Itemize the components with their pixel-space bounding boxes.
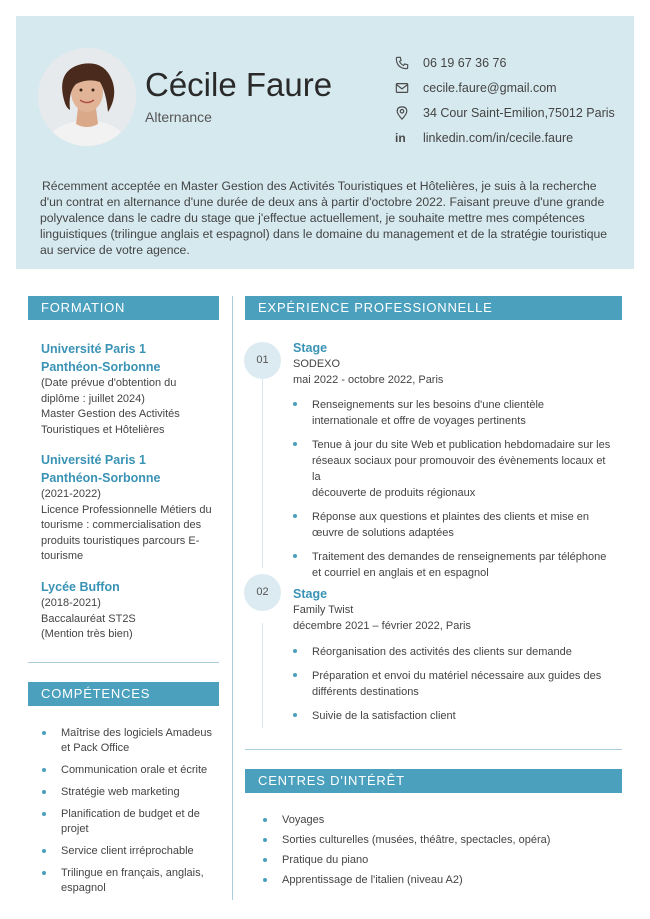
list-item: Suivie de la satisfaction client — [312, 708, 617, 724]
linkedin-icon: in — [395, 130, 406, 145]
list-item: Traitement des demandes de renseignements par téléphone et courriel en anglais et en espagnol — [312, 549, 617, 581]
list-item: Communication orale et écrite — [61, 763, 221, 778]
job-tasks-list — [312, 397, 617, 581]
formation-detail: Touristiques et Hôtelières — [41, 423, 165, 436]
job-tasks-list — [312, 644, 617, 724]
job-number-badge: 01 — [244, 342, 281, 379]
profile-summary: Récemment acceptée en Master Gestion des Activités Touristiques et Hôtelières, je suis à la recherche d'un contrat en alternance d'une durée de deux ans à partir d'octobre 2022. Faisant preuve d'une grande polyvalence dans le cadre du stage que j'effectue actuellement, je souhaite mettre mes compétences linguistiques (trilingue anglais et espagnol) dans le domaine du management et de la stratégie touristique au service de votre agence. — [40, 179, 608, 257]
job-number-badge: 02 — [244, 574, 281, 611]
list-item: Préparation et envoi du matériel nécessaire aux guides des différents destinations — [312, 668, 617, 700]
job-title: Stage — [293, 341, 328, 355]
header-panel — [16, 16, 634, 269]
list-item: Pratique du piano — [282, 853, 612, 868]
postal-address: 34 Cour Saint-Emilion,75012 Paris — [423, 105, 615, 120]
list-item: Apprentissage de l'italien (niveau A2) — [282, 873, 612, 888]
formation-detail: (2018-2021) — [41, 597, 101, 609]
job-company: Family Twist — [293, 604, 354, 616]
profile-photo — [38, 48, 136, 146]
list-item: Tenue à jour du site Web et publication hebdomadaire sur les réseaux sociaux pour promouvoir des évènements locaux et la découverte de produits régionaux — [312, 437, 617, 501]
formation-detail: (Mention très bien) — [41, 628, 133, 640]
formation-detail: tourisme : commercialisation des — [41, 519, 202, 531]
formation-detail: diplôme : juillet 2024) — [41, 392, 145, 405]
contact-address — [395, 100, 615, 125]
contact-phone — [395, 50, 615, 75]
school-name: Lycée Buffon — [41, 580, 120, 594]
formation-heading: FORMATION — [28, 296, 219, 320]
list-item: Réorganisation des activités des clients sur demande — [312, 644, 617, 660]
job-entry — [293, 586, 613, 634]
formation-detail: Baccalauréat ST2S — [41, 612, 136, 625]
formation-detail: Licence Professionnelle Métiers du — [41, 503, 212, 516]
linkedin-url[interactable]: linkedin.com/in/cecile.faure — [423, 130, 574, 145]
column-divider — [232, 296, 233, 900]
interests-heading: CENTRES D'INTÉRÊT — [245, 769, 622, 793]
contact-block — [395, 50, 615, 150]
mail-icon — [395, 81, 409, 95]
school-name: Université Paris 1 — [41, 342, 146, 356]
competences-heading: COMPÉTENCES — [28, 682, 219, 706]
interests-list — [282, 813, 612, 888]
job-period: mai 2022 - octobre 2022, Paris — [293, 374, 444, 386]
formation-detail: (2021-2022) — [41, 488, 101, 500]
list-item: Sorties culturelles (musées, théâtre, spectacles, opéra) — [282, 833, 612, 848]
list-item: Planification de budget et de projet — [61, 807, 221, 837]
formation-detail: (Date prévue d'obtention du — [41, 377, 177, 389]
list-item: Voyages — [282, 813, 612, 828]
phone-number[interactable]: 06 19 67 36 76 — [423, 55, 507, 70]
list-item: Réponse aux questions et plaintes des clients et mise en œuvre de solutions adaptées — [312, 509, 617, 541]
formation-detail: tourisme — [41, 550, 84, 562]
job-period: décembre 2021 – février 2022, Paris — [293, 620, 471, 632]
location-pin-icon — [395, 106, 409, 120]
list-item: Stratégie web marketing — [61, 785, 221, 800]
school-name: Panthéon-Sorbonne — [41, 471, 161, 485]
timeline-line — [262, 623, 263, 728]
list-item: Service client irréprochable — [61, 844, 221, 859]
formation-item — [41, 340, 221, 438]
phone-icon — [395, 56, 409, 70]
candidate-role: Alternance — [145, 109, 212, 125]
list-item: Maîtrise des logiciels Amadeus et Pack Office — [61, 726, 221, 756]
formation-detail: produits touristiques parcours E- — [41, 534, 200, 547]
section-divider — [28, 662, 219, 663]
section-divider — [245, 749, 622, 750]
formation-detail: Master Gestion des Activités — [41, 408, 180, 420]
contact-email — [395, 75, 615, 100]
list-item: Renseignements sur les besoins d'une clientèle internationale et offre de voyages pertinents — [312, 397, 617, 429]
school-name: Université Paris 1 — [41, 453, 146, 467]
timeline-line — [262, 378, 263, 568]
list-item: Trilingue en français, anglais, espagnol — [61, 866, 221, 896]
formation-item — [41, 578, 221, 643]
job-entry — [293, 340, 613, 388]
competences-list — [61, 726, 221, 896]
formation-item — [41, 451, 221, 565]
candidate-name: Cécile Faure — [145, 66, 333, 103]
job-company: SODEXO — [293, 358, 341, 370]
email-address[interactable]: cecile.faure@gmail.com — [423, 80, 557, 95]
job-title: Stage — [293, 587, 328, 601]
experience-heading: EXPÉRIENCE PROFESSIONNELLE — [245, 296, 622, 320]
contact-linkedin — [395, 125, 615, 150]
school-name: Panthéon-Sorbonne — [41, 360, 161, 374]
